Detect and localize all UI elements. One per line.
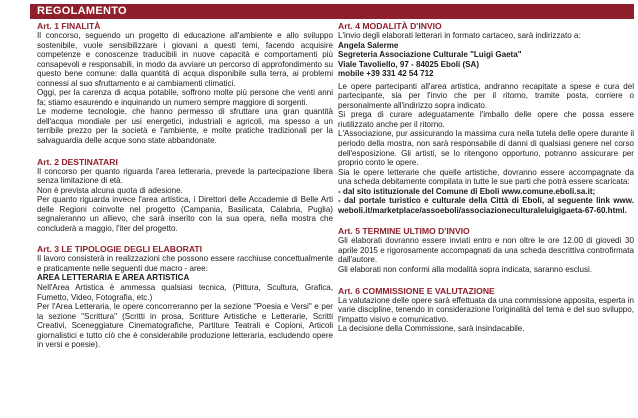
paragraph: Non è prevista alcuna quota di adesione.: [37, 185, 183, 195]
address-name: Angela Salerme: [338, 40, 399, 50]
paragraph: Il lavoro consisterà in realizzazioni che possono essere racchiuse concettualmente e praticamente nelle seguenti due macro - aree:: [37, 254, 333, 273]
left-column: [37, 21, 333, 416]
paragraph: Per quanto riguarda invece l'area artistica, i Direttori delle Accademie di Belle Arti delle Regioni coinvolte nel progetto (Campania, Basilicata, Calabria, Puglia) segnaleranno un allievo, che sarà inserito con la sua opera, nella mostra che concluderà a maggio, l'iter del progetto.: [37, 195, 333, 233]
paragraph: Si prega di curare adeguatamente l'imballo delle opere che possa essere riutilizzato anche per il ritorno.: [338, 110, 634, 129]
article-6: [338, 286, 634, 334]
paragraph: Le opere partecipanti all'area artistica, andranno recapitate a spese e cura del partecipante, sia per l'invio che per il ritorno, tramite posta, corriere o personalmente all'indirizzo sopra indicato.: [338, 81, 634, 110]
address-organization: Segreteria Associazione Culturale "Luigi Gaeta": [338, 50, 522, 60]
article-3: [37, 244, 333, 349]
paragraph: Gli elaborati non conformi alla modalità sopra indicata, saranno esclusi.: [338, 265, 593, 275]
paragraph: L'Associazione, pur assicurando la massima cura nella tutela delle opere durante il periodo della mostra, non sarà responsabile di danni di qualsiasi genere nel corso dell'esposizione. Gli artisti, se lo ritengono opportuno, potranno assicurare per proprio conto le opere.: [338, 129, 634, 168]
article-title: Art. 2 DESTINATARI: [37, 156, 118, 167]
paragraph: Gli elaborati dovranno essere inviati entro e non oltre le ore 12.00 di giovedì 30 aprile 2015 e rigorosamente accompagnati da una scheda descrittiva controfirmata dall'autore.: [338, 236, 634, 265]
article-title: Art. 6 COMMISSIONE E VALUTAZIONE: [338, 285, 495, 296]
paragraph: Il concorso, seguendo un progetto di educazione all'ambiente e allo sviluppo sostenibile, vuole sensibilizzare i giovani a questi temi, facendo acquisire competenze e conoscenze traducibili in nuove capacità e comportamenti più consapevoli e responsabili, in modo da avviare un percorso di approfondimento su questo bene comune: dalla quantità di acqua disponibile sulla terra, ai problemi connessi al suo sfruttamento e ai cambiamenti climatici.: [37, 31, 333, 88]
subsection-title: AREA LETTERARIA E AREA ARTISTICA: [37, 273, 190, 283]
paragraph: Il concorso per quanto riguarda l'area letteraria, prevede la partecipazione libera senza limitazione di età.: [37, 166, 333, 186]
paragraph: L'invio degli elaborati letterari in formato cartaceo, sarà indirizzato a:: [338, 31, 581, 40]
paragraph: Sia le opere letterarie che quelle artistiche, dovranno essere accompagnate da una scheda debitamente compilata in tutte le sue parti che potrà essere scaricata:: [338, 167, 634, 187]
section-header: REGOLAMENTO: [30, 4, 634, 19]
download-link-portale[interactable]: - dal portale turistico e culturale della Città di Eboli, al seguente link www. weboli.it/marketplace/assoeboli/associazioneculturaleluigigaeta-67-60.html.: [338, 196, 634, 215]
article-1: [37, 21, 333, 146]
address-street: Viale Tavoliello, 97 - 84025 Eboli (SA): [338, 59, 480, 69]
paragraph: Oggi, per la carenza di acqua potabile, soffrono molte più persone che venti anni fa; stiamo esaurendo e inquinando un numero sempre maggiore di sorgenti.: [37, 88, 333, 107]
article-title: Art. 5 TERMINE ULTIMO D'INVIO: [338, 226, 470, 237]
article-title: Art. 4 MODALITÀ D'INVIO: [338, 21, 442, 31]
article-title: Art. 3 LE TIPOLOGIE DEGLI ELABORATI: [37, 244, 203, 255]
article-5: [338, 226, 634, 274]
paragraph: Le moderne tecnologie, che hanno permesso di sfruttare una gran quantità dell'acqua mondiale per usi energetici, industriali e agricoli, ma spesso a un terribile prezzo per la società e l'ambiente, e molte pratiche tradizionali per la salvaguardia delle acque sono state abbandonate.: [37, 107, 333, 146]
article-title: Art. 1 FINALITÀ: [37, 21, 101, 31]
address-phone: mobile +39 331 42 54 712: [338, 69, 434, 79]
paragraph: La decisione della Commissione, sarà insindacabile.: [338, 324, 525, 334]
article-2: [37, 157, 333, 234]
article-4: [338, 21, 634, 215]
right-column: [338, 21, 634, 416]
paragraph: Per l'Area Letteraria, le opere concorreranno per la sezione "Poesia e Versi" e per la sezione "Scrittura" (Scritti in prosa, Scritture Artistiche e Letterarie, Scritti Creativi, Sceneggiature Cinematografiche, Partiture Teatrali e Copioni, Articoli giornalistici e tutto ciò che è considerabile produzione letteraria, escludendo opere in versi e poesie).: [37, 302, 333, 350]
paragraph: Nell'Area Artistica è ammessa qualsiasi tecnica, (Pittura, Scultura, Grafica, Fumetto, Video, Fotografia, etc.): [37, 283, 333, 302]
download-link-comune[interactable]: - dal sito istituzionale del Comune di Eboli www.comune.eboli.sa.it;: [338, 186, 596, 196]
paragraph: La valutazione delle opere sarà effettuata da una commissione apposita, esperta in varie discipline, tenendo in considerazione l'originalità del tema e del suo sviluppo, l'impatto visivo e comunicativo.: [338, 295, 634, 324]
